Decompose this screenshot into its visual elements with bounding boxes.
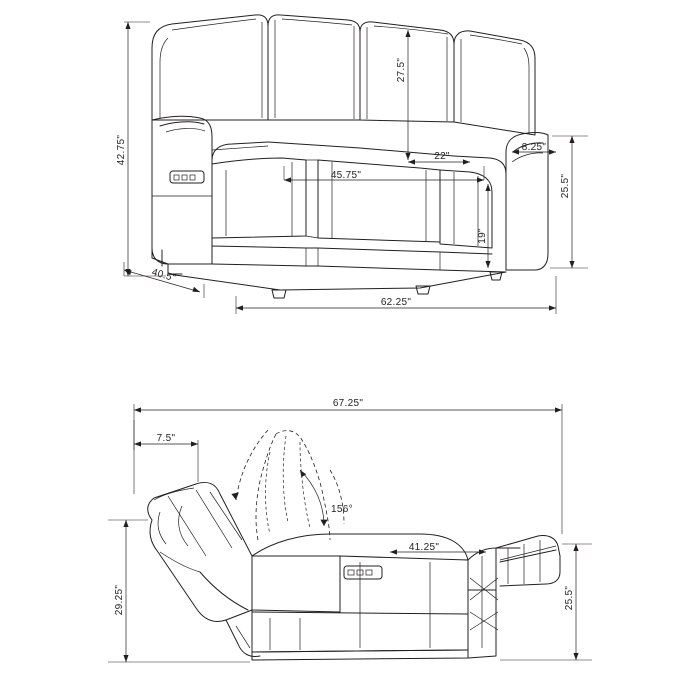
dim-recline-angle-label: 156° <box>331 504 353 515</box>
dim-reclined-seat-length <box>390 542 486 555</box>
recline-sweep-arrow <box>231 430 344 524</box>
dim-fully-reclined-length-label: 67.25" <box>332 398 364 409</box>
dim-overall-depth-label: 40.5" <box>150 266 177 285</box>
dim-reclined-seat-length-label: 41.25" <box>408 542 440 553</box>
dim-overall-depth <box>124 262 204 298</box>
dim-arm-height <box>550 136 588 268</box>
dim-back-cushion-height-label: 27.5" <box>396 57 407 83</box>
dim-arm-width-label: 8.25" <box>521 142 547 153</box>
dim-back-height-side <box>500 544 592 660</box>
dim-wall-clearance-label: 7.5" <box>156 433 176 444</box>
dim-back-height-side-label: 25.5" <box>564 585 575 611</box>
dim-overall-height <box>116 22 166 276</box>
back-upright-dashed <box>256 431 330 540</box>
dim-seat-width-label: 45.75" <box>330 170 362 181</box>
dim-back-cushion-height <box>396 30 411 160</box>
dim-overall-depth-side <box>108 520 250 662</box>
power-control-pad-front <box>170 171 204 183</box>
dim-recline-angle <box>300 470 353 526</box>
front-three-quarter-view <box>116 15 588 314</box>
dim-seat-height <box>477 184 491 268</box>
power-control-pad-side <box>344 566 382 579</box>
dim-overall-width-label: 62.25" <box>380 297 412 308</box>
dim-arm-height-label: 25.5" <box>560 173 571 199</box>
dim-wall-clearance <box>134 420 198 482</box>
dim-overall-depth-side-label: 29.25" <box>114 584 125 616</box>
side-recline-view <box>108 398 592 662</box>
dim-overall-width <box>236 276 556 314</box>
dim-seat-back-width-label: 22" <box>434 151 450 162</box>
dim-overall-height-label: 42.75" <box>116 134 127 166</box>
dim-seat-height-label: 19" <box>477 228 488 244</box>
